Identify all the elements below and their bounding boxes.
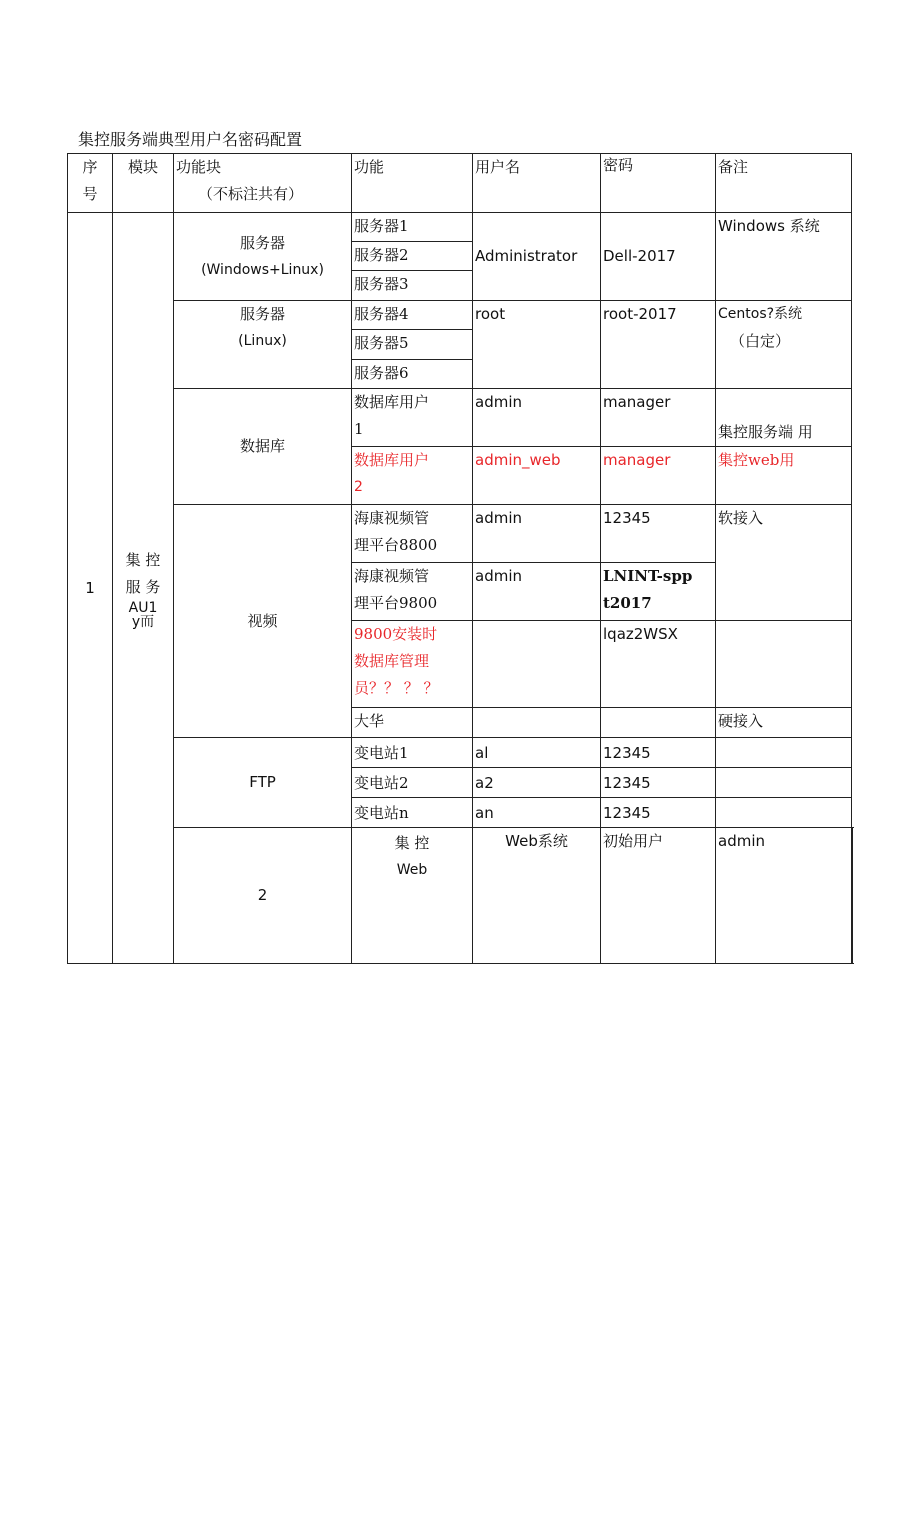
block-server-a-line1: 服务器 <box>239 233 285 252</box>
block-server-a-line2: (Windows+Linux) <box>201 261 324 278</box>
pwd-hik-9800-line2: t2017 <box>603 594 652 612</box>
note-ftp-n <box>716 798 852 828</box>
table-row <box>68 738 853 768</box>
pwd-hik-9800-line1: LNINT-spp <box>603 567 693 585</box>
func-dahua: 大华 <box>352 708 473 738</box>
func-server-1: 服务器1 <box>352 213 473 242</box>
user-9800-db-admin <box>473 621 601 708</box>
note-ftp-2 <box>716 768 852 798</box>
header-note: 备注 <box>716 154 852 213</box>
func-ftp-2: 变电站2 <box>352 768 473 798</box>
user-ftp-n: an <box>473 798 601 828</box>
header-func: 功能 <box>352 154 473 213</box>
func-ftp-n: 变电站n <box>352 798 473 828</box>
func-9800-db-admin-line1: 9800安装时 <box>354 625 438 643</box>
func-hik-8800 <box>352 505 473 563</box>
user-server-b: root <box>473 301 601 389</box>
func-db-user-1 <box>352 389 473 447</box>
block-server-b-line2: (Linux) <box>238 333 287 349</box>
func-db-user-1-line1: 数据库用户 <box>354 393 430 411</box>
user-ftp-1: al <box>473 738 601 768</box>
user-db-1: admin <box>473 389 601 447</box>
note-web <box>852 828 853 964</box>
user-server-a: Administrator <box>473 213 601 301</box>
group1-seq: 1 <box>68 213 113 964</box>
func-hik-9800-line1: 海康视频管 <box>354 567 430 585</box>
note-db-1: 集控服务端 用 <box>716 389 852 447</box>
block-ftp: FTP <box>174 738 352 828</box>
func-hik-8800-line1: 海康视频管 <box>354 509 430 527</box>
func-db-user-2 <box>352 447 473 505</box>
pwd-db-2: manager <box>601 447 716 505</box>
group1-module <box>113 213 174 964</box>
pwd-server-b: root-2017 <box>601 301 716 389</box>
block-server-b-line1: 服务器 <box>239 305 285 323</box>
user-web: admin <box>716 828 852 964</box>
group1-module-line2: 服 务 <box>125 578 161 596</box>
pwd-hik-9800 <box>601 563 716 621</box>
group2-module-line1: 集 控 <box>394 834 430 852</box>
document-title: 集控服务端典型用户名密码配置 <box>78 130 303 149</box>
func-hik-9800 <box>352 563 473 621</box>
func-9800-db-admin-line3: 员？？ ？ ？ <box>354 679 439 697</box>
group2-module <box>352 828 473 964</box>
group1-module-line4: y而 <box>131 614 155 630</box>
group1-module-line1: 集 控 <box>125 551 161 569</box>
user-dahua <box>473 708 601 738</box>
pwd-ftp-1: 12345 <box>601 738 716 768</box>
header-module: 模块 <box>113 154 174 213</box>
table-row <box>68 828 853 964</box>
pwd-db-1: manager <box>601 389 716 447</box>
user-ftp-2: a2 <box>473 768 601 798</box>
note-server-b-line1: Centos?系统 <box>718 306 803 322</box>
note-ftp-1 <box>716 738 852 768</box>
header-row <box>68 154 853 213</box>
note-server-b-line2: （白定） <box>730 332 791 350</box>
pwd-server-a: Dell-2017 <box>601 213 716 301</box>
group2-module-line2: Web <box>396 862 428 878</box>
table-row <box>68 505 853 563</box>
func-db-user-2-line2: 2 <box>354 479 363 495</box>
header-block-label: 功能块 <box>176 158 222 176</box>
func-9800-db-admin-line2: 数据库管理 <box>354 652 430 670</box>
header-block <box>174 154 352 213</box>
block-database: 数据库 <box>174 389 352 505</box>
note-server-a: Windows 系统 <box>716 213 852 301</box>
user-db-2: admin_web <box>473 447 601 505</box>
pwd-9800-db-admin: lqaz2WSX <box>601 621 716 708</box>
table-row <box>68 389 853 447</box>
pwd-ftp-2: 12345 <box>601 768 716 798</box>
table-row <box>68 213 853 242</box>
block-video: 视频 <box>174 505 352 738</box>
group1-module-line3: AU1 <box>128 600 158 616</box>
func-web-initial: 初始用户 <box>601 828 716 964</box>
func-server-6: 服务器6 <box>352 360 473 389</box>
func-ftp-1: 变电站1 <box>352 738 473 768</box>
header-seq <box>68 154 113 213</box>
note-video-soft: 软接入 <box>716 505 852 621</box>
user-hik-8800: admin <box>473 505 601 563</box>
header-block-note: （不标注共有） <box>198 185 304 203</box>
func-server-3: 服务器3 <box>352 271 473 301</box>
func-server-4: 服务器4 <box>352 301 473 330</box>
pwd-ftp-n: 12345 <box>601 798 716 828</box>
header-seq-line1: 序 <box>82 158 98 176</box>
func-hik-9800-line2: 理平台9800 <box>354 594 438 612</box>
func-db-user-1-line2: 1 <box>354 420 364 438</box>
pwd-hik-8800: 12345 <box>601 505 716 563</box>
group2-seq: 2 <box>174 828 352 964</box>
note-9800-db-admin <box>716 621 852 708</box>
note-server-b <box>716 301 852 389</box>
header-pwd: 密码 <box>601 154 716 213</box>
credentials-table <box>67 153 853 964</box>
func-hik-8800-line2: 理平台8800 <box>354 536 438 554</box>
header-user: 用户名 <box>473 154 601 213</box>
func-db-user-2-line1: 数据库用户 <box>354 451 430 469</box>
note-dahua: 硬接入 <box>716 708 852 738</box>
block-web: Web系统 <box>473 828 601 964</box>
pwd-dahua <box>601 708 716 738</box>
func-server-5: 服务器5 <box>352 330 473 360</box>
block-server-a <box>174 213 352 301</box>
user-hik-9800: admin <box>473 563 601 621</box>
note-db-2: 集控web用 <box>716 447 852 505</box>
block-server-b <box>174 301 352 389</box>
header-seq-line2: 号 <box>82 185 98 203</box>
func-server-2: 服务器2 <box>352 242 473 271</box>
table-row <box>68 301 853 330</box>
func-9800-db-admin <box>352 621 473 708</box>
